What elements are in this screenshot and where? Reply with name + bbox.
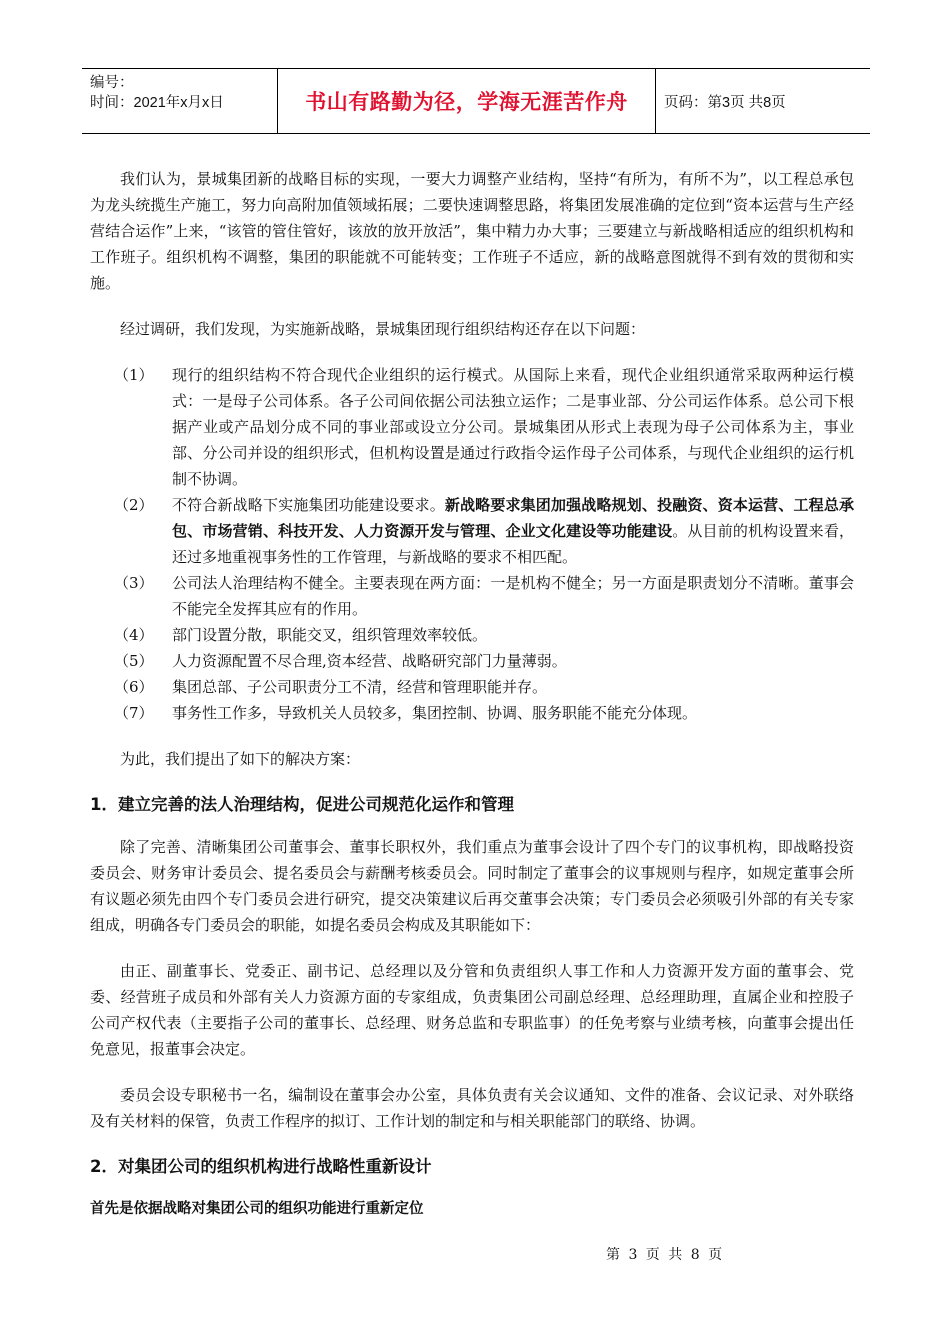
document-time-label: 时间：2021年x月x日: [90, 95, 224, 111]
list-item-text: 现行的组织结构不符合现代企业组织的运行模式。从国际上来看，现代企业组织通常采取两种运行模式：一是母子公司体系。各子公司间依据公司法独立运作；二是事业部、分公司运作体系。总公司下根据产业或产品划分成不同的事业部或设立分公司。景城集团从形式上表现为母子公司体系为主，事业部、分公司并设的组织形式，但机构设置是通过行政指令运作母子公司体系，与现代企业组织的运行机制不协调。: [172, 366, 854, 488]
list-item-text: 事务性工作多，导致机关人员较多，集团控制、协调、服务职能不能充分体现。: [172, 704, 698, 722]
list-item: [90, 570, 854, 622]
section-2-heading: 2．对集团公司的组织机构进行战略性重新设计: [90, 1157, 432, 1176]
section-1-heading: 1．建立完善的法人治理结构，促进公司规范化运作和管理: [90, 795, 514, 814]
document-body: [90, 166, 854, 1222]
list-item: [90, 648, 854, 674]
list-item-text: 集团总部、子公司职责分工不清，经营和管理职能并存。: [172, 678, 548, 696]
list-item: [90, 622, 854, 648]
header-left-cell: [82, 69, 278, 133]
problem-list: [90, 362, 854, 726]
list-item-text: 公司法人治理结构不健全。主要表现在两方面：一是机构不健全；另一方面是职责划分不清晰。董事会不能完全发挥其应有的作用。: [172, 574, 854, 618]
list-item: [90, 674, 854, 700]
list-item-text: 部门设置分散，职能交叉，组织管理效率较低。: [172, 626, 488, 644]
page-footer: 第 3 页 共 8 页: [606, 1247, 725, 1263]
list-item-text-bold: 新战略要求集团加强战略规划、投融资、资本运营、工程总承包、市场营销、科技开发、人力资源开发与管理、企业文化建设等功能建设: [172, 496, 854, 540]
list-item-text: [172, 492, 854, 570]
list-item: [90, 492, 854, 570]
solution-paragraph: 为此，我们提出了如下的解决方案：: [120, 750, 361, 768]
list-item-number: （3）: [114, 574, 154, 592]
header-motto: 书山有路勤为径，学海无涯苦作舟: [278, 69, 656, 133]
header-page-code: 页码：第3页 共8页: [664, 94, 786, 111]
section-1-paragraph-2: 由正、副董事长、党委正、副书记、总经理以及分管和负责组织人事工作和人力资源开发方面的董事会、党委、经营班子成员和外部有关人力资源方面的专家组成，负责集团公司副总经理、总经理助理，直属企业和控股子公司产权代表（主要指子公司的董事长、总经理、财务总监和专职监事）的任免考察与业绩考核，向董事会提出任免意见，报董事会决定。: [90, 962, 854, 1058]
list-item-number: （2）: [114, 496, 154, 514]
section-1-paragraph-1: 除了完善、清晰集团公司董事会、董事长职权外，我们重点为董事会设计了四个专门的议事机构，即战略投资委员会、财务审计委员会、提名委员会与薪酬考核委员会。同时制定了董事会的议事规则与程序，如规定董事会所有议题必须先由四个专门委员会进行研究，提交决策建议后再交董事会决策；专门委员会必须吸引外部的有关专家组成，明确各专门委员会的职能，如提名委员会构成及其职能如下：: [90, 838, 854, 934]
research-paragraph: 经过调研，我们发现，为实施新战略，景城集团现行组织结构还存在以下问题：: [120, 320, 646, 338]
list-item-number: （1）: [114, 366, 154, 384]
list-item-text-lead: 不符合新战略下实施集团功能建设要求。: [172, 496, 445, 514]
list-item-number: （7）: [114, 704, 154, 722]
list-item-number: （6）: [114, 678, 154, 696]
list-item: [90, 700, 854, 726]
header-table: [82, 68, 870, 134]
document-number-label: 编号：: [90, 75, 134, 91]
list-item-number: （5）: [114, 652, 154, 670]
list-item-text: 人力资源配置不尽合理,资本经营、战略研究部门力量薄弱。: [172, 652, 567, 670]
list-item-text-tail: 。从目前的机构设置来看，还过多地重视事务性的工作管理，与新战略的要求不相匹配。: [172, 522, 854, 566]
list-item-number: （4）: [114, 626, 154, 644]
intro-paragraph: 我们认为，景城集团新的战略目标的实现，一要大力调整产业结构，坚持“有所为，有所不为”，以工程总承包为龙头统揽生产施工，努力向高附加值领域拓展；二要快速调整思路，将集团发展准确的定位到“资本运营与生产经营结合运作”上来，“该管的管住管好，该放的放开放活”，集中精力办大事；三要建立与新战略相适应的组织机构和工作班子。组织机构不调整，集团的职能就不可能转变；工作班子不适应，新的战略意图就得不到有效的贯彻和实施。: [90, 170, 854, 292]
section-2-subheading: 首先是依据战略对集团公司的组织功能进行重新定位: [90, 1201, 424, 1217]
list-item: [90, 362, 854, 492]
section-1-paragraph-3: 委员会设专职秘书一名，编制设在董事会办公室，具体负责有关会议通知、文件的准备、会议记录、对外联络及有关材料的保管，负责工作程序的拟订、工作计划的制定和与相关职能部门的联络、协调。: [90, 1086, 854, 1130]
